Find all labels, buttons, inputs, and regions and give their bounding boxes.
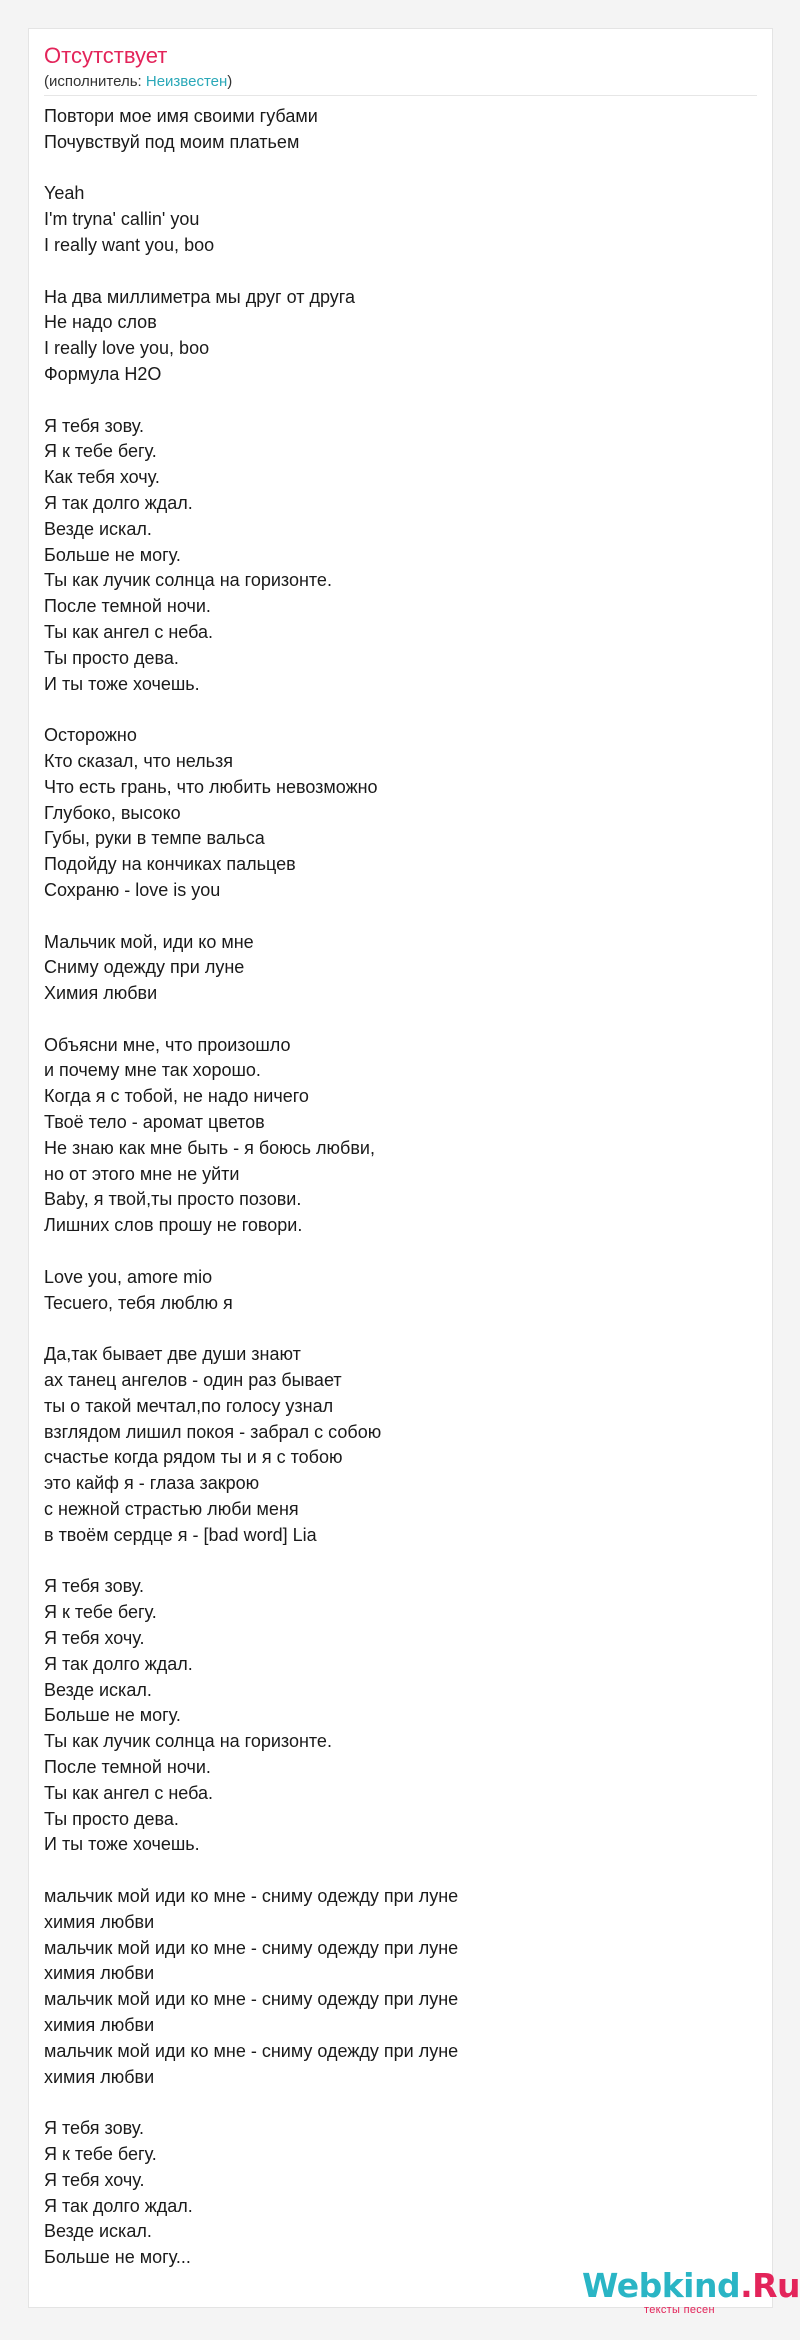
lyric-line: Везде искал. — [44, 1679, 152, 1700]
lyric-line: Глубоко, высоко — [44, 802, 181, 823]
lyric-line: Сниму одежду при луне — [44, 957, 245, 978]
lyric-line: Кто сказал, что нельзя — [44, 750, 234, 771]
header-divider — [44, 95, 757, 96]
stanza-break — [44, 156, 744, 182]
lyric-line: мальчик мой иди ко мне - сниму одежду при луне — [44, 1937, 459, 1958]
stanza-break — [44, 904, 744, 930]
lyric-line: Лишних слов прошу не говори. — [44, 1215, 303, 1236]
lyric-line: Подойду на кончиках пальцев — [44, 854, 296, 875]
lyric-line: Осторожно — [44, 725, 137, 746]
lyric-line: Ты как лучик солнца на горизонте. — [44, 570, 332, 591]
lyric-line: Что есть грань, что любить невозможно — [44, 776, 378, 797]
lyric-line: Да,так бывает две души знают — [44, 1344, 301, 1365]
lyric-line: ты о такой мечтал,по голосу узнал — [44, 1395, 334, 1416]
lyric-line: это кайф я - глаза закрою — [44, 1473, 260, 1494]
lyric-line: Я тебя хочу. — [44, 1628, 145, 1649]
lyric-line: Yeah — [44, 183, 85, 204]
lyric-line: Везде искал. — [44, 518, 152, 539]
webkind-logo[interactable] — [582, 2262, 800, 2322]
lyric-line: Я тебя хочу. — [44, 2169, 145, 2190]
stanza-break — [44, 1858, 744, 1884]
stanza-break — [44, 1007, 744, 1033]
lyrics-card — [28, 28, 773, 2308]
lyric-line: Когда я с тобой, не надо ничего — [44, 1086, 309, 1107]
lyric-line: И ты тоже хочешь. — [44, 673, 200, 694]
artist-line — [44, 73, 232, 91]
lyric-line: Я тебя зову. — [44, 2118, 144, 2139]
lyric-line: Почувствуй под моим платьем — [44, 131, 300, 152]
lyric-line: Не надо слов — [44, 312, 157, 333]
lyric-line: Я тебя зову. — [44, 1576, 144, 1597]
stanza-break — [44, 1549, 744, 1575]
lyric-line: счастье когда рядом ты и я с тобою — [44, 1447, 343, 1468]
lyric-line: Я так долго ждал. — [44, 2195, 193, 2216]
stanza-break — [44, 697, 744, 723]
lyric-line: Я к тебе бегу. — [44, 2143, 157, 2164]
lyric-line: Химия любви — [44, 983, 158, 1004]
lyric-line: I really love you, boo — [44, 338, 210, 359]
lyric-line: но от этого мне не уйти — [44, 1163, 240, 1184]
lyric-line: Повтори мое имя своими губами — [44, 106, 318, 126]
lyrics-body — [44, 104, 744, 2271]
lyric-line: Ты просто дева. — [44, 647, 179, 668]
lyric-line: химия любви — [44, 2014, 155, 2035]
lyric-line: На два миллиметра мы друг от друга — [44, 286, 355, 307]
lyric-line: Ты как ангел с неба. — [44, 621, 213, 642]
artist-suffix: ) — [227, 73, 233, 90]
lyric-line: Ты как лучик солнца на горизонте. — [44, 1731, 332, 1752]
lyric-line: мальчик мой иди ко мне - сниму одежду при луне — [44, 2040, 459, 2061]
lyric-line: Я тебя зову. — [44, 415, 144, 436]
lyric-line: После темной ночи. — [44, 1757, 211, 1777]
song-title: Отсутствует — [44, 43, 168, 68]
artist-link[interactable]: Неизвестен — [145, 73, 228, 90]
lyric-line: Love you, amore mio — [44, 1266, 213, 1287]
artist-prefix: (исполнитель: — [44, 73, 146, 90]
lyric-line: Объясни мне, что произошло — [44, 1034, 291, 1055]
lyric-line: взглядом лишил покоя - забрал с собою — [44, 1421, 382, 1442]
lyric-line: Как тебя хочу. — [44, 467, 160, 488]
lyric-line: I'm tryna' callin' you — [44, 209, 200, 230]
logo-tld: .Ru — [740, 2266, 800, 2305]
lyric-line: химия любви — [44, 1911, 155, 1932]
lyric-line: в твоём сердце я - [bad word] Lia — [44, 1524, 317, 1545]
lyric-line: Я так долго ждал. — [44, 1653, 193, 1674]
lyric-line: Сохраню - love is you — [44, 879, 221, 900]
stanza-break — [44, 2090, 744, 2116]
lyric-line: И ты тоже хочешь. — [44, 1834, 200, 1855]
lyric-line: Больше не могу... — [44, 2247, 191, 2268]
stanza-break — [44, 388, 744, 414]
lyric-line: Я так долго ждал. — [44, 492, 193, 513]
lyric-line: Формула H2O — [44, 363, 162, 384]
stanza-break — [44, 259, 744, 285]
lyric-line: Не знаю как мне быть - я боюсь любви, — [44, 1137, 375, 1158]
logo-brand: Webkind — [582, 2266, 741, 2305]
lyric-line: Везде искал. — [44, 2221, 152, 2242]
lyric-line: Губы, руки в темпе вальса — [44, 828, 265, 849]
lyric-line: мальчик мой иди ко мне - сниму одежду при луне — [44, 1989, 459, 2010]
lyric-line: Больше не могу. — [44, 1705, 181, 1726]
lyric-line: Я к тебе бегу. — [44, 1602, 157, 1623]
lyric-line: мальчик мой иди ко мне - сниму одежду при луне — [44, 1885, 459, 1906]
lyric-line: ах танец ангелов - один раз бывает — [44, 1370, 342, 1391]
lyric-line: с нежной страстью люби меня — [44, 1499, 299, 1520]
lyric-line: Ты как ангел с неба. — [44, 1782, 213, 1803]
lyric-line: Мальчик мой, иди ко мне — [44, 931, 254, 952]
lyric-line: Я к тебе бегу. — [44, 441, 157, 462]
lyric-line: Твоё тело - аромат цветов — [44, 1112, 265, 1133]
lyric-line: I really want you, boo — [44, 234, 215, 255]
lyric-line: и почему мне так хорошо. — [44, 1060, 261, 1081]
lyric-line: После темной ночи. — [44, 596, 211, 617]
stanza-break — [44, 1239, 744, 1265]
lyric-line: Больше не могу. — [44, 544, 181, 565]
lyric-line: химия любви — [44, 2066, 155, 2087]
lyric-line: Ты просто дева. — [44, 1808, 179, 1829]
logo-text — [582, 2268, 800, 2304]
logo-tagline: тексты песен — [644, 2304, 715, 2316]
lyric-line: Tecuero, тебя люблю я — [44, 1292, 233, 1313]
stanza-break — [44, 1316, 744, 1342]
lyric-line: Baby, я твой,ты просто позови. — [44, 1189, 302, 1210]
lyric-line: химия любви — [44, 1963, 155, 1984]
